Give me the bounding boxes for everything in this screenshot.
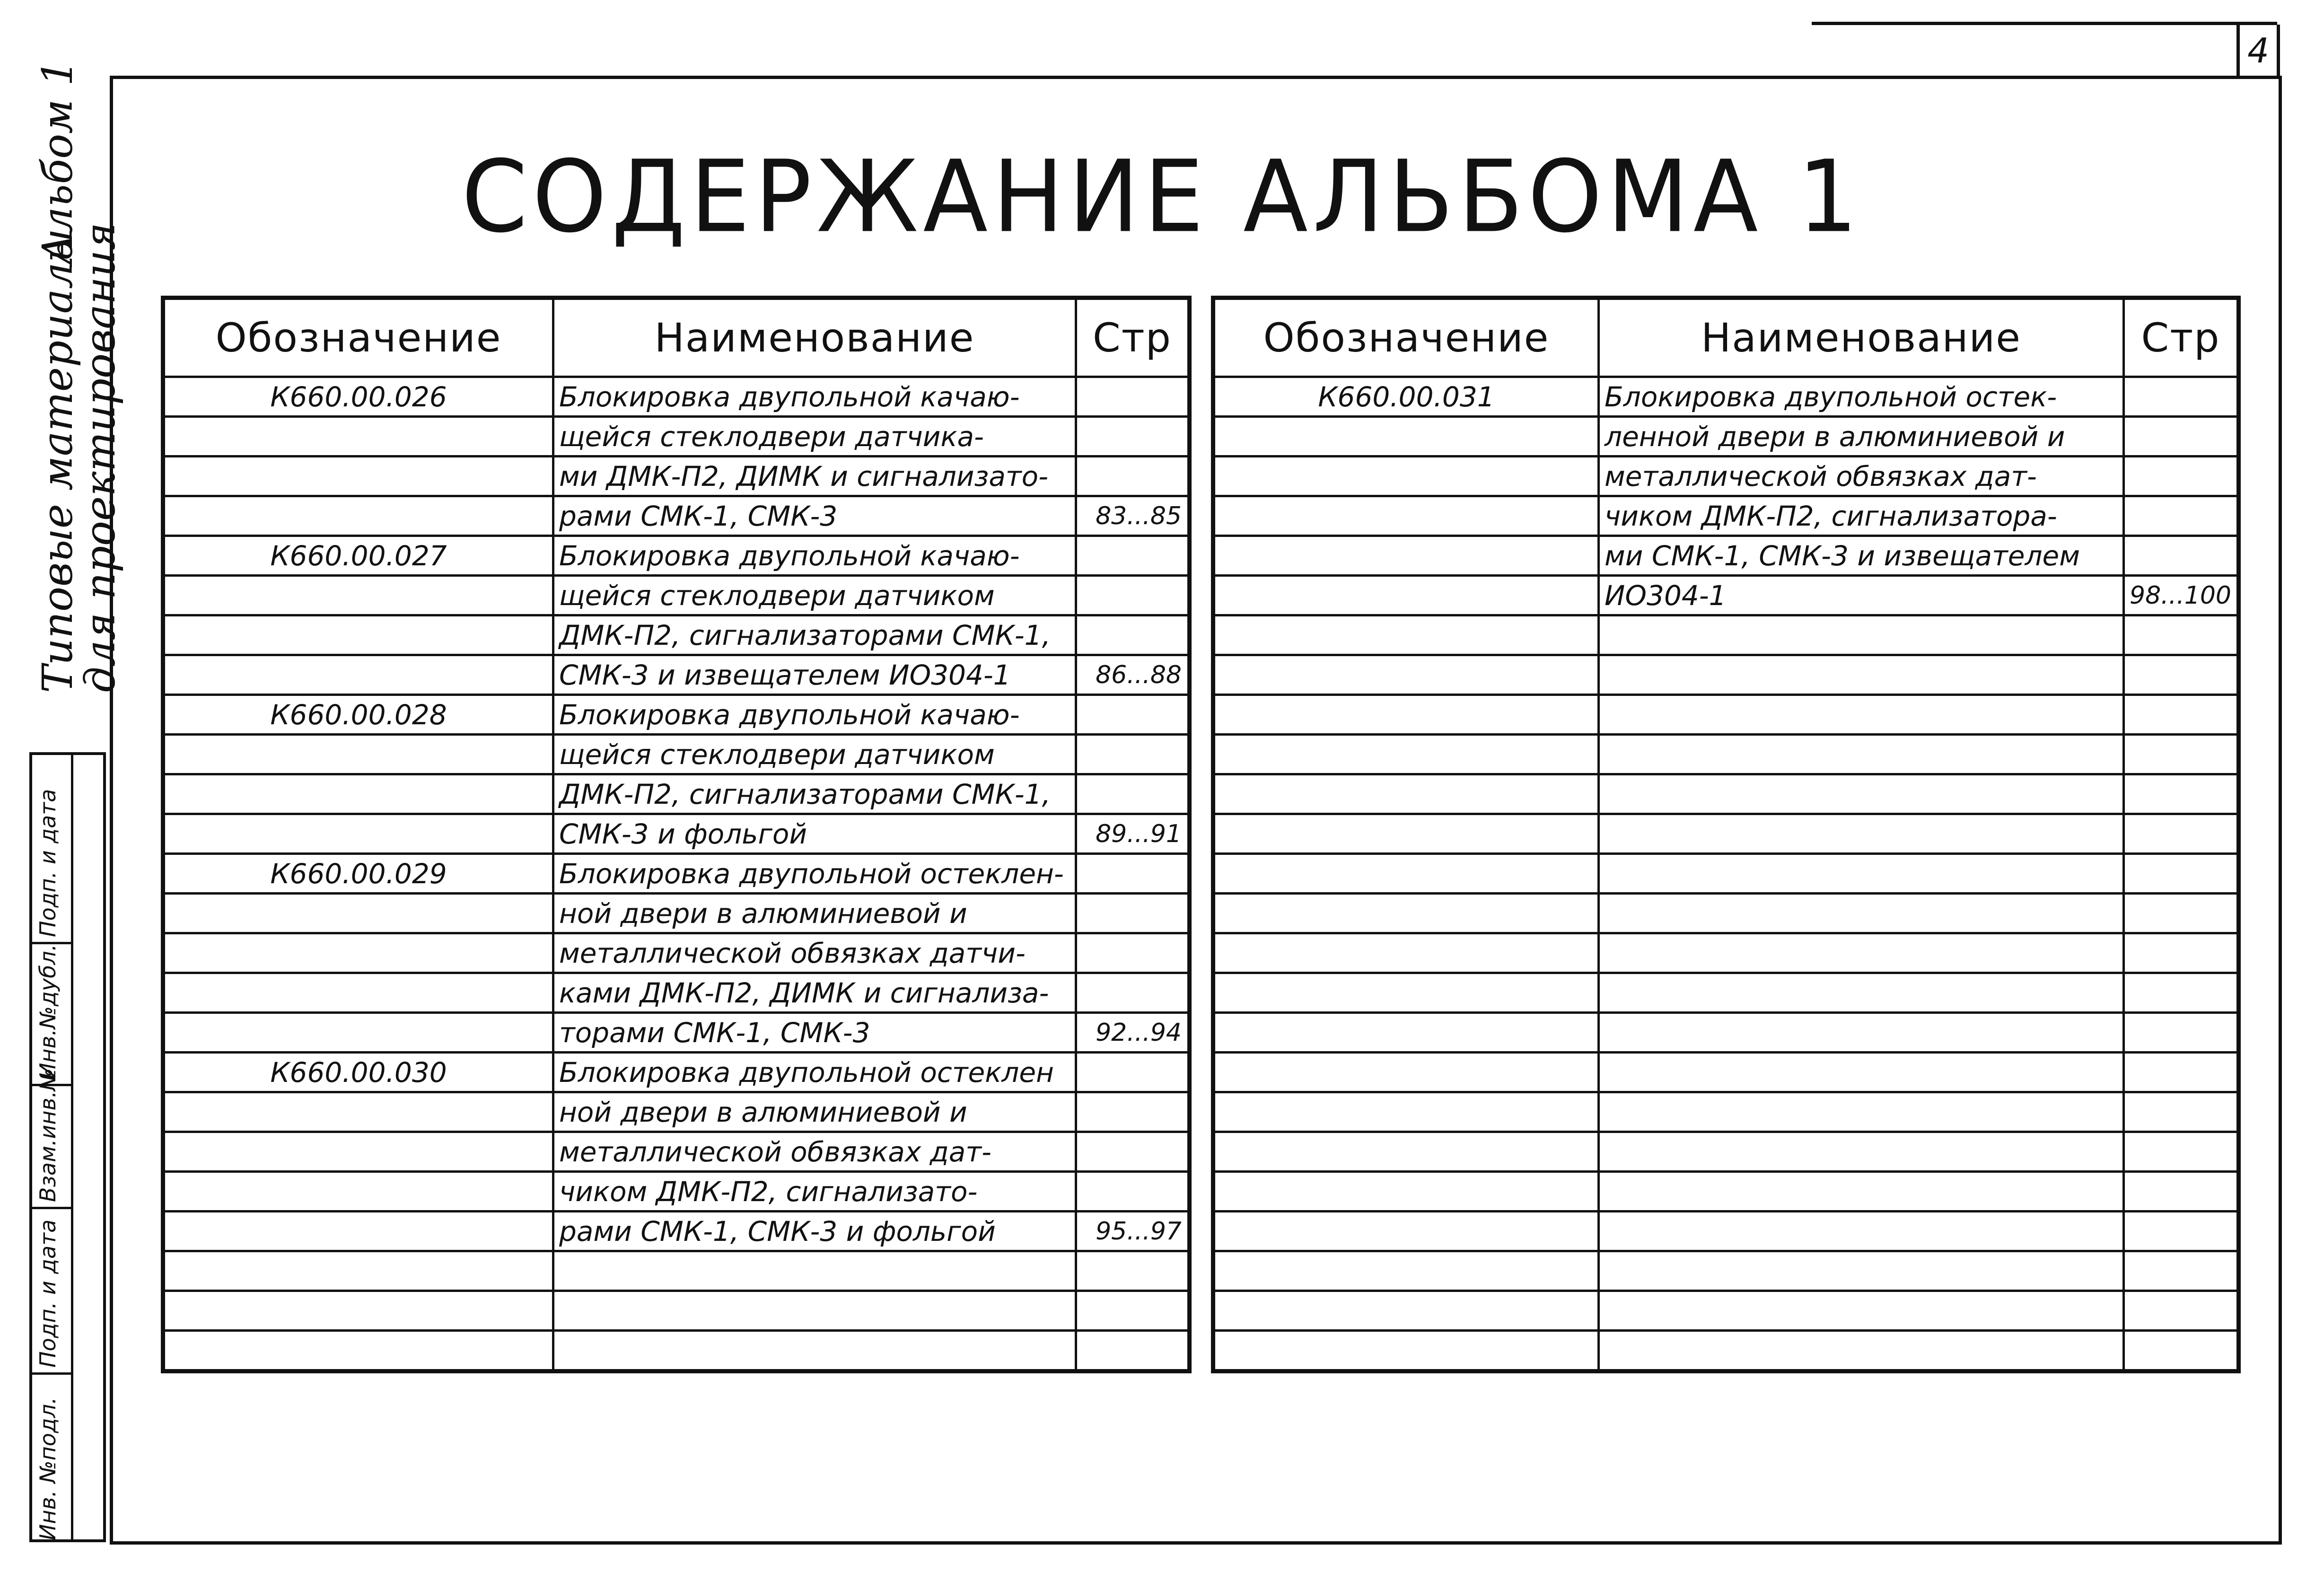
designation-cell [1213, 496, 1599, 536]
name-cell: щейся стеклодвери датчиком [553, 576, 1076, 615]
page-cell [1076, 774, 1190, 814]
table-row [163, 774, 1190, 814]
name-cell: СМК-3 и фольгой [553, 814, 1076, 854]
designation-cell [163, 1013, 553, 1053]
stamp-cell [32, 944, 71, 1086]
table-row [1213, 496, 2239, 536]
name-cell [1599, 1092, 2124, 1132]
designation-cell [1213, 1013, 1599, 1053]
table-row [1213, 973, 2239, 1013]
header-page: Стр [1076, 298, 1190, 377]
designation-cell [1213, 576, 1599, 615]
table-row [163, 695, 1190, 735]
page-cell: 92...94 [1076, 1013, 1190, 1053]
name-cell [1599, 1132, 2124, 1172]
designation-cell: К660.00.031 [1213, 377, 1599, 417]
name-cell [553, 1291, 1076, 1331]
stamp-cell [32, 755, 71, 944]
name-cell: СМК-3 и извещателем ИО304-1 [553, 655, 1076, 695]
name-cell: ной двери в алюминиевой и [553, 894, 1076, 933]
margin-caption-line1: Типовые материалы [33, 228, 82, 693]
page-cell [2124, 933, 2239, 973]
binding-stamp [29, 752, 106, 1542]
table-header-row [163, 298, 1190, 377]
page-cell [2124, 1331, 2239, 1371]
name-cell [1599, 814, 2124, 854]
contents-table-left [161, 296, 1192, 1373]
designation-cell [163, 933, 553, 973]
table-header-row [1213, 298, 2239, 377]
page-cell [1076, 1132, 1190, 1172]
page-cell [2124, 457, 2239, 496]
page-cell [2124, 536, 2239, 576]
designation-cell [163, 973, 553, 1013]
table-row [163, 536, 1190, 576]
name-cell: металлической обвязках дат- [1599, 457, 2124, 496]
designation-cell [1213, 1291, 1599, 1331]
page-cell [1076, 536, 1190, 576]
page-cell [2124, 1251, 2239, 1291]
page-cell: 86...88 [1076, 655, 1190, 695]
table-row [1213, 615, 2239, 655]
table-row [163, 973, 1190, 1013]
designation-cell [1213, 1053, 1599, 1092]
name-cell: торами СМК-1, СМК-3 [553, 1013, 1076, 1053]
designation-cell: К660.00.026 [163, 377, 553, 417]
designation-cell [1213, 695, 1599, 735]
table-row [163, 1331, 1190, 1371]
designation-cell [163, 814, 553, 854]
page-cell [2124, 377, 2239, 417]
name-cell: ной двери в алюминиевой и [553, 1092, 1076, 1132]
header-page: Стр [2124, 298, 2239, 377]
designation-cell [1213, 774, 1599, 814]
header-name: Наименование [1599, 298, 2124, 377]
table-row [1213, 1013, 2239, 1053]
stamp-divider [71, 755, 73, 1539]
name-cell [1599, 1053, 2124, 1092]
name-cell: ми ДМК-П2, ДИМК и сигнализато- [553, 457, 1076, 496]
name-cell [1599, 695, 2124, 735]
page-cell [1076, 1331, 1190, 1371]
page-cell [2124, 417, 2239, 457]
name-cell: рами СМК-1, СМК-3 [553, 496, 1076, 536]
table-row [1213, 457, 2239, 496]
table-row [163, 417, 1190, 457]
designation-cell: К660.00.028 [163, 695, 553, 735]
page-cell [1076, 417, 1190, 457]
page-cell: 98...100 [2124, 576, 2239, 615]
table-row [163, 854, 1190, 894]
name-cell: рами СМК-1, СМК-3 и фольгой [553, 1212, 1076, 1251]
page-cell [2124, 854, 2239, 894]
table-row [163, 933, 1190, 973]
designation-cell: К660.00.029 [163, 854, 553, 894]
table-row [1213, 894, 2239, 933]
table-row [1213, 933, 2239, 973]
designation-cell [163, 1291, 553, 1331]
page-cell [2124, 774, 2239, 814]
header-name: Наименование [553, 298, 1076, 377]
name-cell [553, 1251, 1076, 1291]
table-row [163, 1092, 1190, 1132]
page-cell: 89...91 [1076, 814, 1190, 854]
table-row [1213, 814, 2239, 854]
header-designation: Обозначение [1213, 298, 1599, 377]
table-row [163, 814, 1190, 854]
designation-cell [163, 1251, 553, 1291]
name-cell [1599, 1212, 2124, 1251]
name-cell: чиком ДМК-П2, сигнализатора- [1599, 496, 2124, 536]
designation-cell [163, 1212, 553, 1251]
designation-cell [1213, 1092, 1599, 1132]
page-cell [1076, 973, 1190, 1013]
designation-cell [1213, 1132, 1599, 1172]
page-cell [2124, 1132, 2239, 1172]
stamp-cell [32, 1209, 71, 1375]
designation-cell [163, 417, 553, 457]
name-cell [553, 1331, 1076, 1371]
page-cell [1076, 377, 1190, 417]
stamp-cell [32, 1068, 71, 1209]
table-row [163, 1172, 1190, 1212]
designation-cell [163, 1132, 553, 1172]
table-row [163, 377, 1190, 417]
table-row [163, 1053, 1190, 1092]
designation-cell: К660.00.027 [163, 536, 553, 576]
name-cell: ДМК-П2, сигнализаторами СМК-1, [553, 774, 1076, 814]
name-cell: чиком ДМК-П2, сигнализато- [553, 1172, 1076, 1212]
name-cell [1599, 1291, 2124, 1331]
designation-cell [163, 576, 553, 615]
designation-cell [1213, 854, 1599, 894]
page-cell [2124, 1172, 2239, 1212]
name-cell [1599, 1172, 2124, 1212]
name-cell: Блокировка двупольной качаю- [553, 377, 1076, 417]
designation-cell [1213, 457, 1599, 496]
page-cell [1076, 1172, 1190, 1212]
table-row [1213, 1291, 2239, 1331]
name-cell [1599, 1331, 2124, 1371]
table-row [1213, 1092, 2239, 1132]
designation-cell: К660.00.030 [163, 1053, 553, 1092]
page-cell [2124, 695, 2239, 735]
name-cell: ИО304-1 [1599, 576, 2124, 615]
designation-cell [1213, 735, 1599, 774]
page-cell [1076, 615, 1190, 655]
table-row [1213, 854, 2239, 894]
table-row [1213, 735, 2239, 774]
designation-cell [1213, 1331, 1599, 1371]
designation-cell [1213, 1251, 1599, 1291]
table-row [1213, 1212, 2239, 1251]
page-cell [2124, 1212, 2239, 1251]
stamp-label: Взам.инв.№ [35, 1068, 61, 1202]
page-number: 4 [2236, 25, 2280, 79]
designation-cell [1213, 1212, 1599, 1251]
table-row [163, 655, 1190, 695]
header-designation: Обозначение [163, 298, 553, 377]
page-cell [2124, 655, 2239, 695]
name-cell: металлической обвязках дат- [553, 1132, 1076, 1172]
table-row [1213, 1172, 2239, 1212]
page-cell [2124, 1053, 2239, 1092]
table-row [163, 496, 1190, 536]
page-cell [2124, 1092, 2239, 1132]
table-row [1213, 774, 2239, 814]
page-cell [1076, 933, 1190, 973]
page-cell [1076, 854, 1190, 894]
designation-cell [1213, 973, 1599, 1013]
designation-cell [1213, 615, 1599, 655]
stamp-label: Инв.№дубл. [35, 944, 61, 1079]
name-cell: ми СМК-1, СМК-3 и извещателем [1599, 536, 2124, 576]
table-row [1213, 1331, 2239, 1371]
margin-album-label: Альбом 1 [33, 59, 82, 265]
table-row [1213, 536, 2239, 576]
name-cell: щейся стеклодвери датчика- [553, 417, 1076, 457]
name-cell [1599, 774, 2124, 814]
designation-cell [1213, 536, 1599, 576]
table-row [1213, 1251, 2239, 1291]
name-cell: Блокировка двупольной остеклен- [553, 854, 1076, 894]
name-cell [1599, 894, 2124, 933]
top-border-line [1812, 22, 2277, 25]
name-cell: Блокировка двупольной качаю- [553, 536, 1076, 576]
name-cell [1599, 655, 2124, 695]
stamp-cell [32, 1375, 71, 1545]
page-cell [1076, 695, 1190, 735]
designation-cell [163, 774, 553, 814]
page-cell [1076, 894, 1190, 933]
name-cell [1599, 735, 2124, 774]
designation-cell [163, 1172, 553, 1212]
designation-cell [163, 1331, 553, 1371]
name-cell [1599, 933, 2124, 973]
designation-cell [1213, 1172, 1599, 1212]
name-cell: Блокировка двупольной остек- [1599, 377, 2124, 417]
page-cell [2124, 1013, 2239, 1053]
name-cell: Блокировка двупольной качаю- [553, 695, 1076, 735]
margin-caption-line2: для проектирования [76, 222, 124, 693]
page-cell: 83...85 [1076, 496, 1190, 536]
name-cell: металлической обвязках датчи- [553, 933, 1076, 973]
name-cell: щейся стеклодвери датчиком [553, 735, 1076, 774]
name-cell [1599, 854, 2124, 894]
designation-cell [163, 655, 553, 695]
designation-cell [163, 457, 553, 496]
page-cell: 95...97 [1076, 1212, 1190, 1251]
designation-cell [163, 735, 553, 774]
table-row [1213, 655, 2239, 695]
page-cell [2124, 814, 2239, 854]
table-row [163, 457, 1190, 496]
page-cell [2124, 894, 2239, 933]
table-row [1213, 1053, 2239, 1092]
page-cell [1076, 457, 1190, 496]
page-cell [2124, 1291, 2239, 1331]
page-cell [1076, 1291, 1190, 1331]
contents-table-right [1211, 296, 2241, 1373]
page-cell [1076, 735, 1190, 774]
table-row [163, 576, 1190, 615]
name-cell [1599, 1251, 2124, 1291]
name-cell: ленной двери в алюминиевой и [1599, 417, 2124, 457]
name-cell: ДМК-П2, сигнализаторами СМК-1, [553, 615, 1076, 655]
stamp-label: Подп. и дата [35, 1219, 61, 1368]
stamp-label: Инв. №подл. [35, 1397, 61, 1540]
table-row [163, 1013, 1190, 1053]
table-row [163, 894, 1190, 933]
name-cell [1599, 1013, 2124, 1053]
table-row [163, 1132, 1190, 1172]
page-cell [1076, 1092, 1190, 1132]
page-cell [1076, 1053, 1190, 1092]
designation-cell [163, 615, 553, 655]
stamp-label: Подп. и дата [35, 789, 61, 937]
page-cell [2124, 615, 2239, 655]
table-row [163, 1251, 1190, 1291]
page-cell [2124, 735, 2239, 774]
name-cell: Блокировка двупольной остеклен [553, 1053, 1076, 1092]
table-row [163, 615, 1190, 655]
page-cell [2124, 973, 2239, 1013]
name-cell [1599, 973, 2124, 1013]
table-row [163, 1212, 1190, 1251]
page-cell [1076, 576, 1190, 615]
table-row [163, 735, 1190, 774]
table-row [1213, 377, 2239, 417]
name-cell [1599, 615, 2124, 655]
designation-cell [1213, 894, 1599, 933]
table-row [163, 1291, 1190, 1331]
page-cell [1076, 1251, 1190, 1291]
page-cell [2124, 496, 2239, 536]
designation-cell [163, 894, 553, 933]
name-cell: ками ДМК-П2, ДИМК и сигнализа- [553, 973, 1076, 1013]
designation-cell [1213, 814, 1599, 854]
designation-cell [1213, 417, 1599, 457]
table-row [1213, 576, 2239, 615]
designation-cell [163, 1092, 553, 1132]
designation-cell [1213, 933, 1599, 973]
table-row [1213, 1132, 2239, 1172]
designation-cell [163, 496, 553, 536]
page-title: СОДЕРЖАНИЕ АЛЬБОМА 1 [461, 139, 1863, 255]
table-row [1213, 695, 2239, 735]
table-row [1213, 417, 2239, 457]
designation-cell [1213, 655, 1599, 695]
